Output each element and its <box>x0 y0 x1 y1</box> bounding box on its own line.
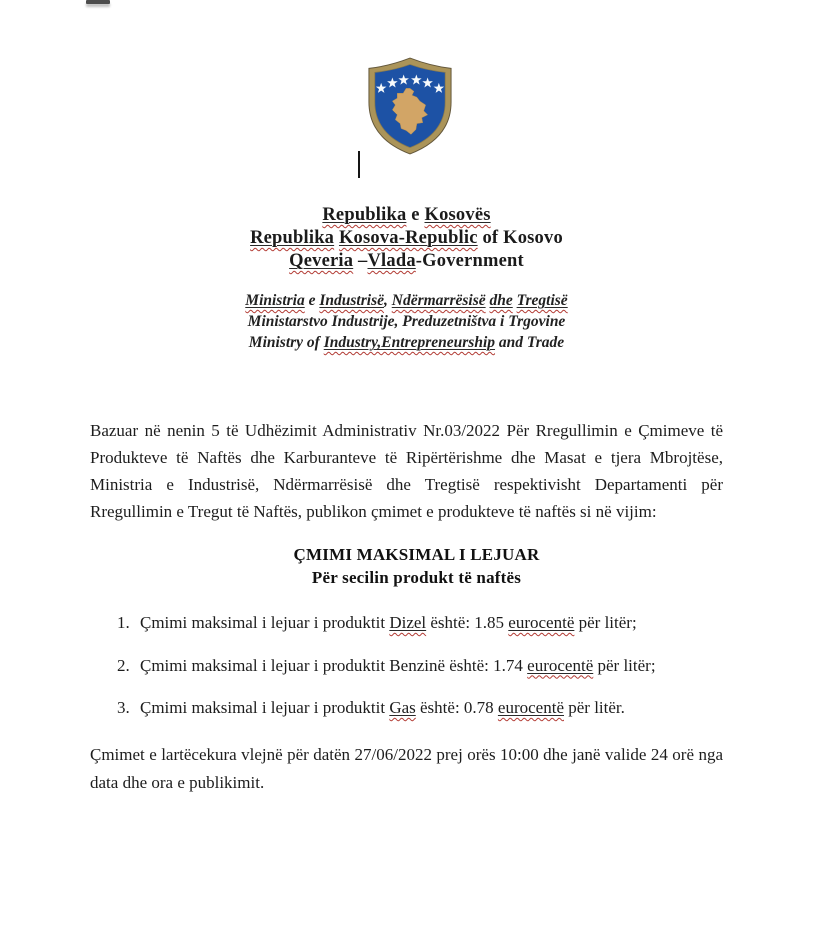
list-item-gas <box>117 698 742 719</box>
misspelled-word: Ndërmarrësisë <box>391 292 486 309</box>
list-item-dizel <box>117 613 742 634</box>
header-line-republic-sq: Republika e Kosovës <box>322 205 491 225</box>
list-item-benzine <box>117 656 742 677</box>
legal-basis-paragraph: Bazuar në nenin 5 të Udhëzimit Administrativ Nr.03/2022 Për Rregullimin e Çmimeve të Produkteve të Naftës dhe Karburanteve të Ripërtërishme dhe Masat e tjera Mbrojtëse, Ministria e Industrisë, Ndërmarrësisë dhe Tregtisë respektivisht Departamenti për Rregullimin e Tregut të Naftës, publikon çmimet e produkteve të naftës si në vijim: <box>90 421 723 521</box>
price-list <box>117 613 742 741</box>
misspelled-word: Dizel <box>389 613 427 632</box>
misspelled-word: Republika <box>322 205 407 225</box>
misspelled-word: Kosova-Republic <box>338 228 478 248</box>
misspelled-word: Tregtisë <box>516 292 568 309</box>
ministry-line-sq: Ministria e Industrisë, Ndërmarrësisë dhe Tregtisë <box>245 292 568 309</box>
header-line-republic-en: Republika Kosova-Republic of Kosovo <box>250 228 563 248</box>
list-item-text: Çmimi maksimal i lejuar i produktit Gas është: 0.78 eurocentë për litër. <box>140 698 625 717</box>
misspelled-word: eurocentë <box>497 698 564 717</box>
list-number: 3. <box>117 698 130 717</box>
scan-artifact-top <box>86 0 110 4</box>
text-cursor-artifact[interactable] <box>358 151 360 178</box>
kosovo-coat-of-arms <box>366 56 454 156</box>
ministry-header <box>0 290 813 353</box>
misspelled-word: Vlada <box>367 251 416 271</box>
misspelled-word: Ministria <box>245 292 305 309</box>
ministry-line-en: Ministry of Industry,Entrepreneurship and Trade <box>248 334 565 351</box>
heading-line-1: ÇMIMI MAKSIMAL I LEJUAR <box>293 545 540 564</box>
misspelled-word: Kosovës <box>424 205 491 225</box>
list-item-text: Çmimi maksimal i lejuar i produktit Dizel është: 1.85 eurocentë për litër; <box>140 613 637 632</box>
list-number: 1. <box>117 613 130 632</box>
validity-paragraph: Çmimet e lartëcekura vlejnë për datën 27/06/2022 prej orës 10:00 dhe janë valide 24 orë nga data dhe ora e publikimit. <box>90 745 723 792</box>
kosovo-coat-of-arms-icon <box>366 56 454 156</box>
document-heading <box>90 544 743 589</box>
list-number: 2. <box>117 655 130 675</box>
list-item-text: Çmimi maksimal i lejuar i produktit Benzinë është: 1.74 eurocentë për litër; <box>140 655 656 675</box>
misspelled-word: dhe <box>489 292 513 309</box>
heading-line-2: Për secilin produkt të naftës <box>311 567 522 587</box>
misspelled-word: Industry,Entrepreneurship <box>323 334 496 351</box>
misspelled-word: Qeveria <box>289 251 354 271</box>
misspelled-word: eurocentë <box>508 613 575 632</box>
ministry-line-sr: Ministarstvo Industrije, Preduzetništva i Trgovine <box>247 313 566 330</box>
header-line-government: Qeveria –Vlada-Government <box>289 251 524 271</box>
misspelled-word: eurocentë <box>527 655 594 675</box>
misspelled-word: Gas <box>389 698 416 717</box>
misspelled-word: Republika <box>250 228 335 248</box>
government-header <box>0 204 813 273</box>
misspelled-word: Industrisë <box>319 292 384 309</box>
